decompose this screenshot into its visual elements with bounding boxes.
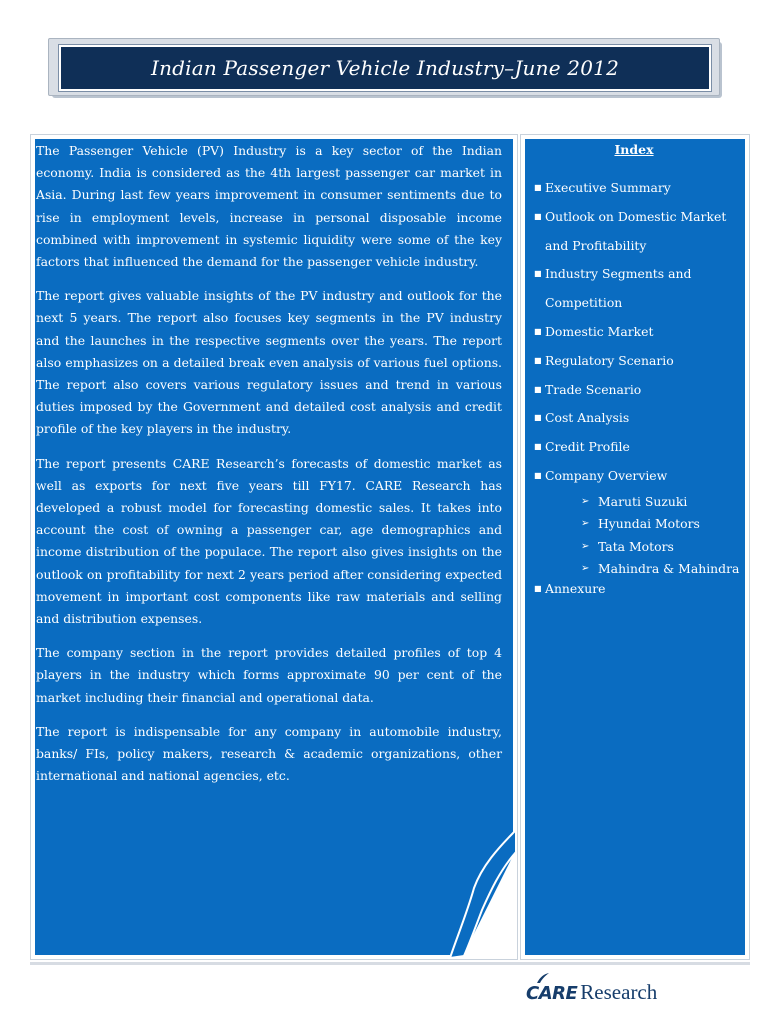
arrowhead-bullet-icon: ➢ bbox=[581, 495, 590, 507]
index-item-continuation: Competition bbox=[545, 295, 623, 311]
index-item: ■ Trade Scenario bbox=[534, 376, 744, 405]
index-subitem: ➢ Hyundai Motors bbox=[534, 513, 744, 535]
square-bullet-icon: ■ bbox=[534, 442, 542, 452]
square-bullet-icon: ■ bbox=[534, 384, 542, 394]
square-bullet-icon: ■ bbox=[534, 326, 542, 336]
square-bullet-icon: ■ bbox=[534, 211, 542, 221]
title-banner-inner bbox=[59, 45, 711, 91]
square-bullet-icon: ■ bbox=[534, 584, 542, 594]
care-research-logo bbox=[526, 980, 657, 1005]
index-list bbox=[534, 174, 744, 600]
paragraph-2: The report gives valuable insights of the PV industry and outlook for the next 5 years. The report also focuses key segments in the PV industry and the launches in the respective segments over the years. The report also emphasizes on a detailed break even analysis of various fuel options. The report also covers various regulatory issues and trend in various duties imposed by the Government and detailed cost analysis and credit profile of the key players in the industry. bbox=[36, 288, 502, 437]
paragraph-5: The report is indispensable for any company in automobile industry, banks/ FIs, policy makers, research & academic organizations, other international and national agencies, etc. bbox=[36, 723, 502, 784]
index-subitem: ➢ Maruti Suzuki bbox=[534, 491, 744, 513]
paragraph-4: The company section in the report provides detailed profiles of top 4 players in the industry which forms approximate 90 per cent of the market including their financial and operational data. bbox=[36, 645, 502, 705]
index-subitem: ➢ Mahindra & Mahindra bbox=[534, 558, 744, 580]
index-item-annexure: ■ Annexure bbox=[534, 578, 744, 600]
square-bullet-icon: ■ bbox=[534, 183, 542, 192]
arrowhead-bullet-icon: ➢ bbox=[581, 540, 590, 552]
paragraph-1: The Passenger Vehicle (PV) Industry is a key sector of the Indian economy. India is considered as the 4th largest passenger car market in Asia. During last few years improvement in consumer sentiments due to rise in employment levels, increase in personal disposable income combined with improvement in systemic liquidity were some of the key factors that influenced the demand for the passenger vehicle industry. bbox=[36, 143, 502, 270]
logo-swoosh-icon bbox=[536, 972, 550, 984]
footer-rule bbox=[30, 962, 750, 965]
logo-research-text: Research bbox=[580, 980, 658, 1004]
index-item: ■ Executive Summary bbox=[534, 174, 744, 203]
page-curl-decoration bbox=[430, 830, 520, 960]
index-title: Index bbox=[614, 142, 654, 157]
index-item: ■ Company Overview bbox=[534, 462, 744, 491]
index-item: ■ Outlook on Domestic Market bbox=[534, 203, 744, 232]
index-item: ■ Regulatory Scenario bbox=[534, 347, 744, 376]
title-banner bbox=[48, 38, 720, 96]
square-bullet-icon: ■ bbox=[534, 269, 542, 279]
index-item: ■ Domestic Market bbox=[534, 318, 744, 347]
paragraph-3: The report presents CARE Research’s forecasts of domestic market as well as exports for next five years till FY17. CARE Research has developed a robust model for forecasting domestic sales. It takes into account the cost of owning a passenger car, age demographics and income distribution of the populace. The report also gives insights on the outlook on profitability for next 2 years period after considering expected movement in important cost components like raw materials and selling and distribution expenses. bbox=[36, 455, 502, 627]
index-item-continuation: and Profitability bbox=[545, 237, 647, 253]
square-bullet-icon: ■ bbox=[534, 355, 542, 365]
index-subitem: ➢ Tata Motors bbox=[534, 536, 744, 558]
index-item: ■ Credit Profile bbox=[534, 433, 744, 462]
index-item: ■ Cost Analysis bbox=[534, 404, 744, 433]
arrowhead-bullet-icon: ➢ bbox=[581, 518, 590, 530]
index-item: ■ Industry Segments and bbox=[534, 260, 744, 289]
main-text-body bbox=[36, 140, 502, 799]
logo-care-text: CARE bbox=[526, 983, 578, 1004]
arrowhead-bullet-icon: ➢ bbox=[581, 562, 590, 574]
square-bullet-icon: ■ bbox=[534, 413, 542, 423]
page-title: Indian Passenger Vehicle Industry–June 2012 bbox=[150, 56, 620, 80]
square-bullet-icon: ■ bbox=[534, 470, 542, 480]
